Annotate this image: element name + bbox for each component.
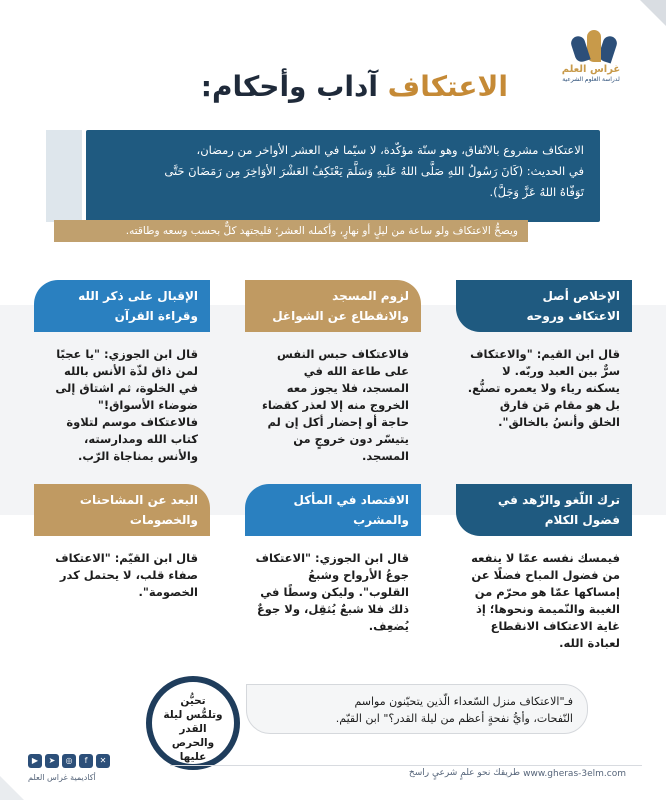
title-keyword: الاعتكاف (387, 70, 508, 103)
intro-line: تَوَفّاهُ اللهُ عَزَّ وَجَلَّ). (489, 185, 584, 199)
card-text: قال ابن القيم: "والاعتكاف سرٌّ بين العبد وربّه. لا يسكنه رياء ولا يعمره تصنُّع. بل هو مقام مَن فارق الخلق وأنسُ بالخالق". (467, 347, 620, 429)
card-heading-line: فضول الكلام (544, 513, 620, 527)
title-rest: آداب وأحكام: (200, 70, 388, 103)
card-heading (456, 280, 632, 332)
footer-tagline: طريقك نحو علمٍ شرعيٍ راسخ (408, 768, 520, 778)
card-heading-line: والمشرب (353, 513, 409, 527)
laylat-al-qadr-bubble (146, 676, 240, 770)
card-text: قال ابن الجوزي: "الاعتكاف جوعُ الأرواح وشبعُ القلوب". وليكن وسطًا في ذلك فلا شبعٌ يُثقِل، ولا جوعٌ يُضعِف. (255, 551, 409, 633)
card-heading-line: والخصومات (129, 513, 198, 527)
page-title (201, 70, 508, 103)
card-text: فالاعتكاف حبس النفس على طاعة الله في المسجد، فلا يجوز معه الخروج منه إلا لعذر كقضاء حاجة أو إحضار أكل إن لم يتيسّر دون خروجٍ من المسجد. (261, 347, 409, 463)
telegram-icon[interactable]: ➤ (45, 754, 59, 768)
intro-accent (46, 130, 82, 222)
card-heading-line: البعد عن المشاحنات (79, 493, 198, 507)
card-text: قال ابن القيّم: "الاعتكاف صفاء قلب، لا يحتمل كدر الخصومة". (55, 551, 198, 599)
card-text: قال ابن الجوزي: "يا عجبًا لمن ذاق لذّة الأنس بالله في الخلوة، ثم اشتاق إلى ضوضاء الأسواق!" فالاعتكاف موسم لتلاوة كتاب الله ومدارسته، والأنس بمناجاة الرّب. (55, 347, 198, 463)
logo (554, 26, 628, 83)
instagram-icon[interactable]: ◎ (62, 754, 76, 768)
intro-line: الاعتكاف مشروع بالاتّفاق، وهو سنّة مؤكّدة، لا سيّما في العشر الأواخر من رمضان، (196, 143, 584, 157)
card-heading-line: الإخلاص أصل (542, 289, 620, 303)
card-heading-line: الاقتصاد في المأكل (293, 493, 409, 507)
quote-line: النّفحات، وأيُّ نفحةٍ أعظم من ليلة القدر؟" ابن القيّم. (335, 712, 573, 725)
card-mosque (245, 280, 421, 465)
card-heading (34, 484, 210, 536)
facebook-icon[interactable]: f (79, 754, 93, 768)
card-dhikr (34, 280, 210, 465)
social-links (28, 754, 110, 768)
intro-box (86, 130, 600, 222)
bubble-line: وتلمُّس ليلة (163, 709, 223, 721)
logo-name: غراس العلم (561, 64, 621, 75)
card-heading-line: الإقبال على ذكر الله (78, 289, 198, 303)
bubble-line: تحيُّن (180, 695, 206, 707)
card-heading (245, 280, 421, 332)
card-sincerity (456, 280, 632, 431)
quote-box (246, 684, 588, 734)
card-text: فيمسك نفسه عمّا لا ينفعه من فضول المباح فضلًا عن إمساكها عمّا هو محرّم من الغيبة والنّميمة ونحوها؛ إذ غاية الاعتكاف الانقطاع لعبادة الله. (471, 551, 620, 650)
card-heading-line: الاعتكاف وروحه (526, 309, 620, 323)
intro-line: في الحديث: (كَانَ رَسُولُ اللهِ صَلَّى اللهُ عَلَيهِ وَسَلَّمَ يَعْتَكِفُ العَشْرَ الأوَاخِرَ مِن رَمَضَانَ حَتَّى (164, 164, 584, 178)
card-idle-talk (456, 484, 632, 652)
card-disputes (34, 484, 210, 601)
bubble-line: القدر والحرص (171, 723, 215, 749)
quote-line: فـ"الاعتكاف منزل السّعداء الّذين يتحيّنون مواسم (354, 695, 573, 708)
corner-decoration (0, 776, 24, 800)
card-heading-line: وقراءة القرآن (114, 309, 198, 323)
card-heading (245, 484, 421, 536)
logo-subtitle: لدراسة العلوم الشرعية (562, 76, 620, 83)
youtube-icon[interactable]: ▶ (28, 754, 42, 768)
x-icon[interactable]: ✕ (96, 754, 110, 768)
card-heading (456, 484, 632, 536)
academy-name: أكاديمية غراس العلم (28, 773, 96, 782)
corner-decoration (640, 0, 666, 26)
footer-divider (170, 765, 642, 766)
card-heading-line: ترك اللّغو والزّهد في (497, 493, 620, 507)
website-link[interactable]: www.gheras-3elm.com (523, 769, 626, 779)
card-heading-line: والانقطاع عن الشواغل (272, 309, 409, 323)
card-food (245, 484, 421, 635)
bubble-line: عليها (179, 751, 207, 763)
wheat-leaves-icon (561, 26, 621, 62)
intro-note: ويصحُّ الاعتكاف ولو ساعة من ليلٍ أو نهارٍ، وأكمله العشر؛ فليجتهد كلٌّ بحسب وسعه وطاقته. (54, 220, 528, 242)
card-heading (34, 280, 210, 332)
card-heading-line: لزوم المسجد (332, 289, 409, 303)
